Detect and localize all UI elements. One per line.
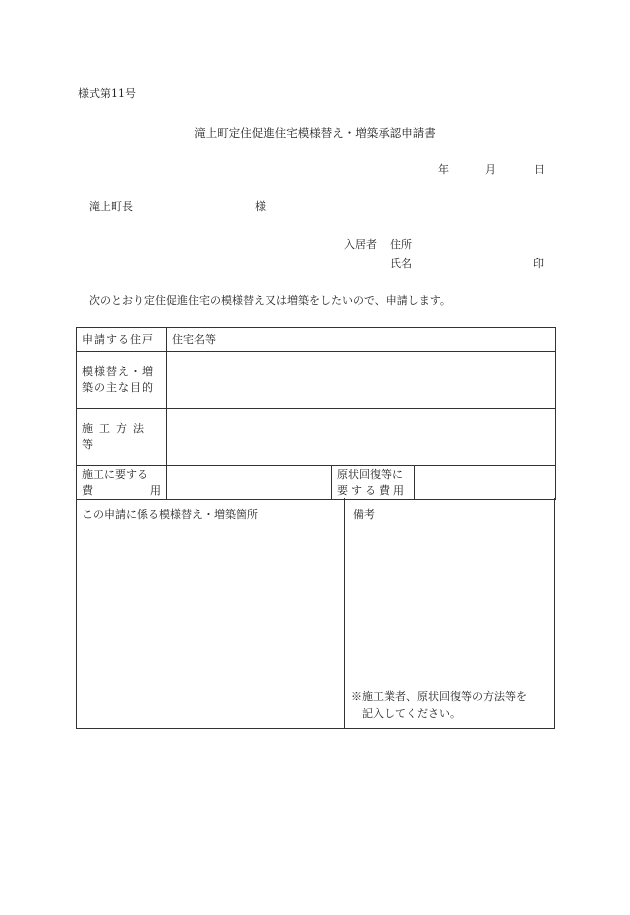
cost-label-char2: 用	[150, 483, 161, 497]
applicant-name-label: 氏名	[390, 257, 412, 270]
cost-label-line1: 施工に要する	[82, 467, 148, 481]
form-number: 様式第11号	[78, 87, 136, 100]
date-year-label: 年	[438, 163, 449, 176]
remarks-note-line2: 記入してください。	[362, 707, 461, 720]
cost-row	[77, 466, 556, 500]
application-table	[76, 327, 556, 500]
restore-label	[332, 466, 415, 500]
date-month-label: 月	[485, 163, 496, 176]
purpose-field[interactable]	[167, 352, 556, 409]
cost-label-char1: 費	[82, 483, 93, 497]
area-label: この申請に係る模様替え・増築箇所	[82, 508, 258, 521]
date-day-label: 日	[534, 163, 545, 176]
applicant-address-label: 住所	[390, 238, 412, 251]
remarks-note-line1: ※施工業者、原状回復等の方法等を	[351, 690, 527, 703]
intro-text: 次のとおり定住促進住宅の模様替え又は増築をしたいので、申請します。	[89, 294, 451, 307]
method-label: 施工方法等	[77, 409, 167, 466]
unit-label: 申請する住戸	[77, 328, 167, 352]
bottom-section	[76, 498, 555, 729]
restore-field[interactable]	[415, 466, 556, 500]
purpose-label-line1: 模様替え・増	[82, 365, 154, 378]
method-field[interactable]	[167, 409, 556, 466]
purpose-row	[77, 352, 556, 409]
addressee-name: 滝上町長	[89, 200, 133, 213]
restore-label-line1: 原状回復等に	[337, 467, 403, 481]
unit-field[interactable]: 住宅名等	[167, 328, 556, 352]
applicant-role: 入居者	[344, 238, 377, 251]
page-title: 滝上町定住促進住宅模様替え・増築承認申請書	[194, 126, 436, 140]
remarks-label: 備考	[353, 508, 375, 521]
cost-label	[77, 466, 167, 500]
cost-label-line2	[82, 483, 161, 499]
method-row	[77, 409, 556, 466]
seal-mark: 印	[533, 257, 544, 270]
unit-row	[77, 328, 556, 352]
cost-field[interactable]	[167, 466, 332, 500]
addressee-honorific: 様	[255, 200, 266, 213]
area-field[interactable]	[77, 498, 345, 728]
restore-label-line2: 要する費用	[337, 483, 407, 497]
purpose-label	[77, 352, 167, 409]
purpose-label-line2: 築の主な目的	[82, 381, 154, 394]
